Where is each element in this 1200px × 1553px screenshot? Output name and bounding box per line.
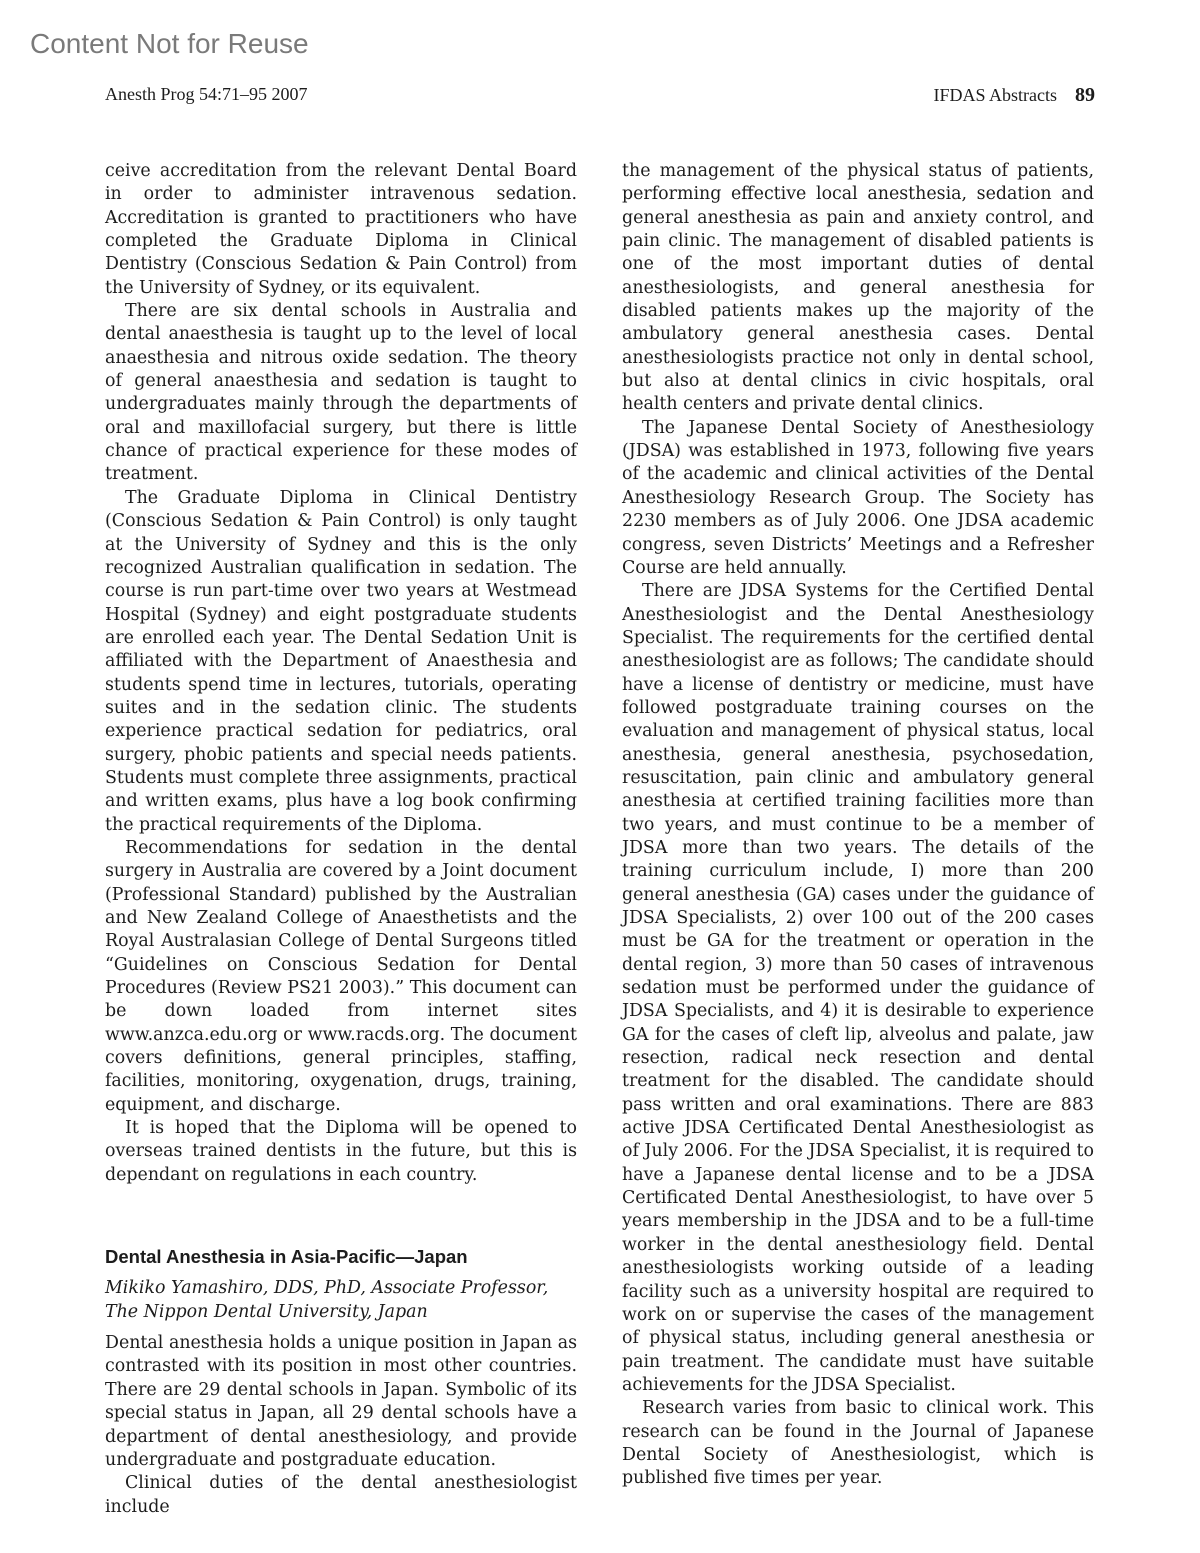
header-right: [933, 84, 1095, 107]
paragraph: Dental anesthesia holds a unique position in Japan as contrasted with its position in most other countries. There are 29 dental schools in Japan. Symbolic of its special status in Japan, all 29 dental schools have a department of dental anesthesiology, and provide undergraduate and postgraduate education.: [105, 1333, 577, 1470]
paragraph: ceive accreditation from the relevant Dental Board in order to administer intravenous sedation. Accreditation is granted to practitioners who have completed the Graduate Diploma in Clinical Dentistry (Conscious Sedation & Pain Control) from the University of Sydney, or its equivalent.: [105, 161, 577, 298]
paragraph: There are six dental schools in Australia and dental anaesthesia is taught up to the level of local anaesthesia and nitrous oxide sedation. The theory of general anaesthesia and sedation is taught to undergraduates mainly through the departments of oral and maxillofacial surgery, but there is little chance of practical experience for these modes of treatment.: [105, 301, 577, 485]
page-number: 89: [1075, 84, 1095, 106]
left-column: [105, 160, 577, 1519]
paragraph: the management of the physical status of patients, performing effective local anesthesia, sedation and general anesthesia as pain and anxiety control, and pain clinic. The management of disabled patients is one of the most important duties of dental anesthesiologists, and general anesthesia for disabled patients makes up the majority of the ambulatory general anesthesia cases. Dental anesthesiologists practice not only in dental school, but also at dental clinics in civic hospitals, oral health centers and private dental clinics.: [622, 161, 1094, 415]
author-line: Mikiko Yamashiro, DDS, PhD, Associate Professor,: [105, 1278, 549, 1299]
paragraph: The Graduate Diploma in Clinical Dentistry (Conscious Sedation & Pain Control) is only taught at the University of Sydney and this is the only recognized Australian qualification in sedation. The course is run part-time over two years at Westmead Hospital (Sydney) and eight postgraduate students are enrolled each year. The Dental Sedation Unit is affiliated with the Department of Anaesthesia and students spend time in lectures, tutorials, operating suites and in the sedation clinic. The students experience practical sedation for pediatrics, oral surgery, phobic patients and special needs patients. Students must complete three assignments, practical and written exams, plus have a log book confirming the practical requirements of the Diploma.: [105, 487, 577, 835]
paragraph: Recommendations for sedation in the dental surgery in Australia are covered by a Joint document (Professional Standard) published by the Australian and New Zealand College of Anaesthetists and the Royal Australasian College of Dental Surgeons titled “Guidelines on Conscious Sedation for Dental Procedures (Review PS21 2003).” This document can be down loaded from internet sites www.anzca.edu.org or www.racds.org. The document covers definitions, general principles, staffing, facilities, monitoring, oxygenation, drugs, training, equipment, and discharge.: [105, 837, 577, 1115]
section-title: Dental Anesthesia in Asia-Pacific—Japan: [105, 1246, 468, 1268]
paragraph: Research varies from basic to clinical work. This research can be found in the Journal of Japanese Dental Society of Anesthesiologist, which is published five times per year.: [622, 1398, 1094, 1489]
journal-citation: Anesth Prog 54:71–95 2007: [105, 84, 308, 104]
author-affiliation: [105, 1277, 577, 1324]
affiliation-line: The Nippon Dental University, Japan: [105, 1301, 428, 1322]
paragraph: The Japanese Dental Society of Anesthesiology (JDSA) was established in 1973, following five years of the academic and clinical activities of the Dental Anesthesiology Research Group. The Society has 2230 members as of July 2006. One JDSA academic congress, seven Districts’ Meetings and a Refresher Course are held annually.: [622, 417, 1094, 578]
paragraph: Clinical duties of the dental anesthesiologist include: [105, 1473, 577, 1517]
watermark: Content Not for Reuse: [30, 28, 309, 59]
right-column: [622, 160, 1094, 1491]
paragraph: It is hoped that the Diploma will be opened to overseas trained dentists in the future, but this is dependant on regulations in each country.: [105, 1118, 577, 1185]
running-header: [105, 84, 1095, 108]
paragraph: There are JDSA Systems for the Certified Dental Anesthesiologist and the Dental Anesthesiology Specialist. The requirements for the certified dental anesthesiologist are as follows; The candidate should have a license of dentistry or medicine, must have followed postgraduate training courses on the evaluation and management of physical status, local anesthesia, general anesthesia, psychosedation, resuscitation, pain clinic and ambulatory general anesthesia at certified training facilities more than two years, and must continue to be a member of JDSA more than two years. The details of the training curriculum include, I) more than 200 general anesthesia (GA) cases under the guidance of JDSA Specialists, 2) over 100 out of the 200 cases must be GA for the treatment or operation in the dental region, 3) more than 50 cases of intravenous sedation must be performed under the guidance of JDSA Specialists, and 4) it is desirable to experience GA for the cases of cleft lip, alveolus and palate, jaw resection, radical neck resection and dental treatment for the disabled. The candidate should pass written and oral examinations. There are 883 active JDSA Certificated Dental Anesthesiologist as of July 2006. For the JDSA Specialist, it is required to have a Japanese dental license and to be a JDSA Certificated Dental Anesthesiologist, to have over 5 years membership in the JDSA and to be a full-time worker in the dental anesthesiology field. Dental anesthesiologists working outside of a leading facility such as a university hospital are required to work on or supervise the cases of the management of physical status, including general anesthesia or pain treatment. The candidate must have suitable achievements for the JDSA Specialist.: [622, 581, 1094, 1395]
section-name: IFDAS Abstracts: [933, 85, 1057, 105]
